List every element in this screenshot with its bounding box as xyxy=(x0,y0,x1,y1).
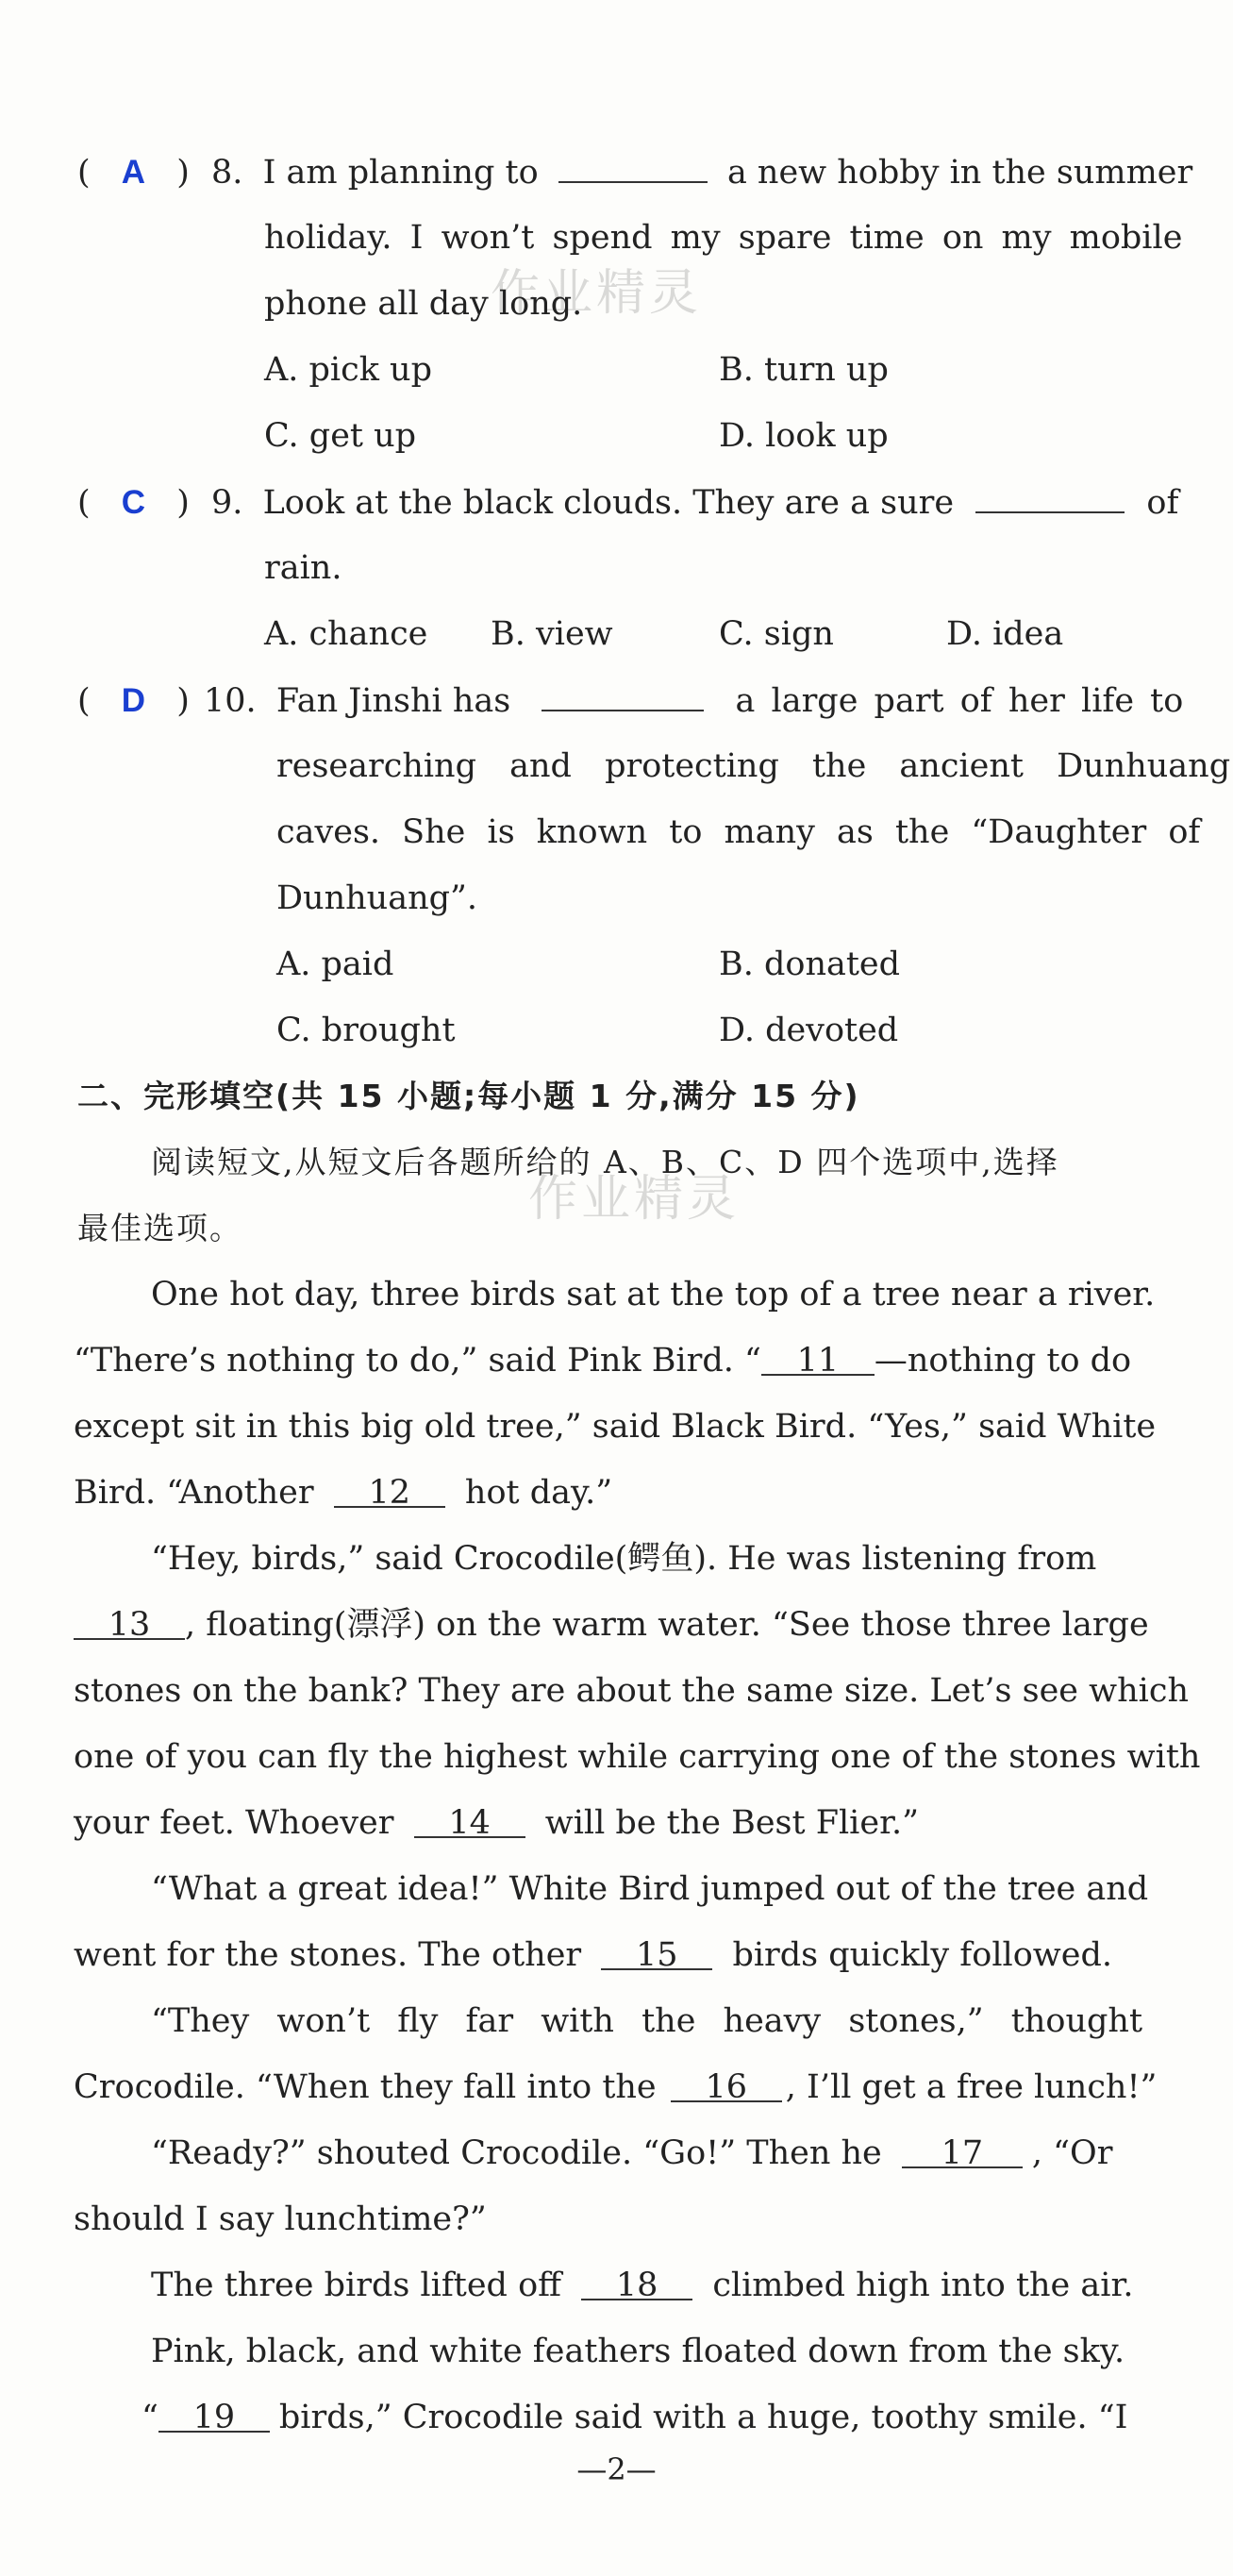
passage-line: One hot day, three birds sat at the top of a tree near a river. xyxy=(151,1276,1156,1313)
cloze-blank-12[interactable]: 12 xyxy=(334,1474,445,1508)
question-stem: of xyxy=(1146,484,1179,522)
passage-line: “What a great idea!” White Bird jumped out of the tree and xyxy=(151,1870,1149,1908)
option-c[interactable]: C. sign xyxy=(719,615,834,653)
passage-line: should I say lunchtime?” xyxy=(74,2200,487,2238)
section-heading: 二、完形填空(共 15 小题;每小题 1 分,满分 15 分) xyxy=(77,1078,860,1114)
section-instruction: 阅读短文,从短文后各题所给的 A、B、C、D 四个选项中,选择 xyxy=(151,1144,1059,1180)
question-stem: Dunhuang”. xyxy=(276,879,478,917)
question-8-line-1 xyxy=(77,149,1192,195)
question-9-line-1 xyxy=(77,479,1178,526)
question-number: 9. xyxy=(211,484,243,522)
passage-line: went for the stones. The other 15 birds quickly followed. xyxy=(74,1936,1112,1974)
option-a[interactable]: A. pick up xyxy=(264,351,433,389)
question-8-line-2 xyxy=(264,215,1183,260)
passage-line: Pink, black, and white feathers floated down from the sky. xyxy=(151,2333,1125,2370)
cloze-blank-18[interactable]: 18 xyxy=(581,2267,692,2300)
open-paren: ( xyxy=(77,682,91,720)
cloze-blank-17[interactable]: 17 xyxy=(902,2134,1023,2168)
answer-blank xyxy=(975,479,1125,513)
question-stem: a large part of her life to xyxy=(735,682,1184,720)
close-paren: ) xyxy=(176,484,190,522)
cloze-blank-11[interactable]: 11 xyxy=(761,1342,875,1376)
question-9-line-2 xyxy=(264,545,342,591)
answer-mark: D xyxy=(121,682,146,719)
passage-line: “There’s nothing to do,” said Pink Bird. “ 11 —nothing to do xyxy=(74,1342,1132,1380)
watermark: 作业精灵 xyxy=(491,265,703,322)
question-stem: I am planning to xyxy=(262,154,539,192)
question-stem: Look at the black clouds. They are a sure xyxy=(262,484,955,522)
open-paren: ( xyxy=(77,484,91,522)
option-a[interactable]: A. chance xyxy=(264,615,428,653)
question-stem: Fan Jinshi has xyxy=(275,682,511,720)
open-paren: ( xyxy=(77,154,91,192)
cloze-blank-19[interactable]: 19 xyxy=(158,2399,270,2433)
page-number: —2— xyxy=(576,2451,657,2487)
option-b[interactable]: B. donated xyxy=(719,945,901,983)
answer-mark: C xyxy=(121,484,146,521)
question-8-line-3 xyxy=(264,281,582,326)
cloze-blank-13[interactable]: 13 xyxy=(74,1606,185,1640)
close-paren: ) xyxy=(176,154,190,192)
cloze-blank-14[interactable]: 14 xyxy=(414,1804,525,1838)
close-paren: ) xyxy=(176,682,190,720)
answer-blank xyxy=(542,677,704,711)
question-stem: researching and protecting the ancient Dunhuang xyxy=(276,747,1231,785)
option-b[interactable]: B. turn up xyxy=(719,351,889,389)
passage-line: “Ready?” shouted Crocodile. “Go!” Then he 17 , “Or xyxy=(151,2134,1113,2172)
question-10-line-4 xyxy=(276,876,477,921)
option-c[interactable]: C. get up xyxy=(264,417,417,455)
question-stem: a new hobby in the summer xyxy=(726,154,1193,192)
answer-blank xyxy=(558,149,708,183)
question-stem: rain. xyxy=(264,549,342,587)
option-d[interactable]: D. idea xyxy=(946,615,1064,653)
watermark: 作业精灵 xyxy=(528,1171,741,1228)
passage-line: Bird. “Another 12 hot day.” xyxy=(74,1474,613,1512)
passage-line: “ 19 birds,” Crocodile said with a huge, toothy smile. “I xyxy=(142,2399,1128,2436)
section-instruction: 最佳选项。 xyxy=(77,1210,242,1246)
passage-line: one of you can fly the highest while carrying one of the stones with xyxy=(74,1738,1201,1776)
option-c[interactable]: C. brought xyxy=(276,1012,456,1049)
passage-line: 13 , floating(漂浮) on the warm water. “See those three large xyxy=(74,1602,1149,1648)
option-b[interactable]: B. view xyxy=(491,615,613,653)
question-stem: caves. She is known to many as the “Daughter of xyxy=(276,813,1201,851)
passage-line: “They won’t fly far with the heavy stones,” thought xyxy=(151,2002,1143,2040)
cloze-blank-15[interactable]: 15 xyxy=(601,1936,712,1970)
passage-line: stones on the bank? They are about the same size. Let’s see which xyxy=(74,1672,1189,1710)
answer-mark: A xyxy=(121,154,146,191)
option-d[interactable]: D. devoted xyxy=(719,1012,899,1049)
question-stem: holiday. I won’t spend my spare time on my mobile xyxy=(264,219,1183,257)
question-number: 8. xyxy=(211,154,243,192)
question-number: 10. xyxy=(204,682,257,720)
option-d[interactable]: D. look up xyxy=(719,417,889,455)
option-a[interactable]: A. paid xyxy=(276,945,394,983)
question-10-line-2 xyxy=(276,744,1230,789)
question-stem: phone all day long. xyxy=(264,285,583,323)
passage-line: your feet. Whoever 14 will be the Best Flier.” xyxy=(74,1804,919,1842)
passage-line: except sit in this big old tree,” said Black Bird. “Yes,” said White xyxy=(74,1408,1157,1446)
passage-line: “Hey, birds,” said Crocodile(鳄鱼). He was listening from xyxy=(151,1540,1097,1578)
cloze-blank-16[interactable]: 16 xyxy=(671,2068,782,2102)
passage-line: The three birds lifted off 18 climbed high into the air. xyxy=(151,2267,1134,2304)
question-10-line-1 xyxy=(77,677,1183,724)
passage-line: Crocodile. “When they fall into the 16 , I’ll get a free lunch!” xyxy=(74,2068,1158,2106)
question-10-line-3 xyxy=(276,810,1200,855)
